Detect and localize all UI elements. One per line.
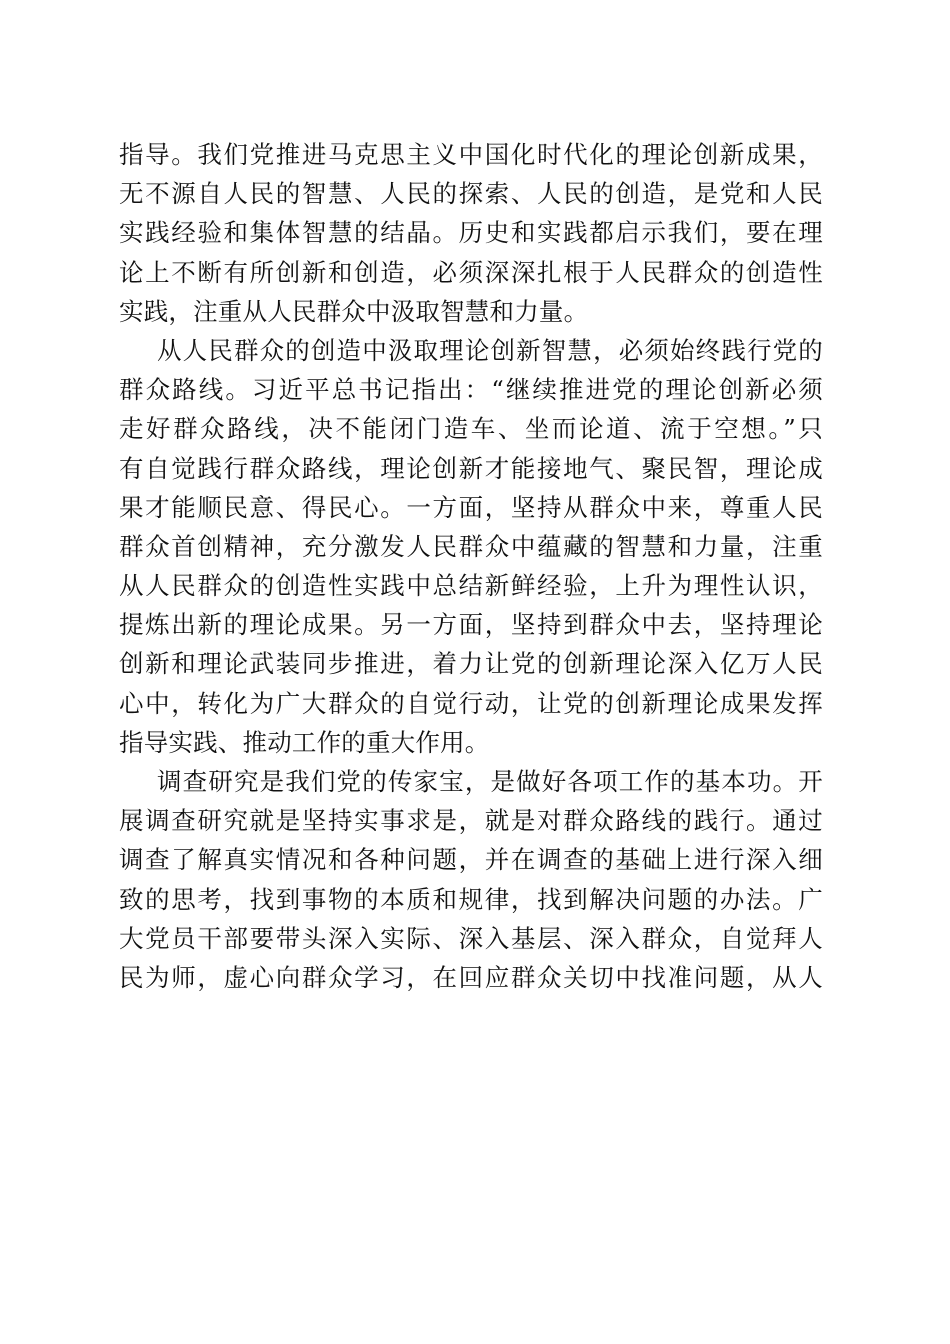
text-line: 走好群众路线，决不能闭门造车、坐而论道、流于空想。”只 — [119, 414, 823, 444]
text-line: 从人民群众的创造性实践中总结新鲜经验，上升为理性认识， — [119, 571, 823, 601]
paragraph-1 — [119, 135, 823, 331]
document-body — [119, 135, 823, 997]
text-line: 民为师，虚心向群众学习，在回应群众关切中找准问题，从人 — [119, 962, 823, 992]
text-line: 果才能顺民意、得民心。一方面，坚持从群众中来，尊重人民 — [119, 492, 823, 522]
text-line: 论上不断有所创新和创造，必须深深扎根于人民群众的创造性 — [119, 257, 823, 287]
text-line: 提炼出新的理论成果。另一方面，坚持到群众中去，坚持理论 — [119, 610, 823, 640]
text-line: 调查了解真实情况和各种问题，并在调查的基础上进行深入细 — [119, 845, 823, 875]
text-line: 指导实践、推动工作的重大作用。 — [119, 727, 490, 757]
text-line: 展调查研究就是坚持实事求是，就是对群众路线的践行。通过 — [119, 806, 823, 836]
text-line: 指导。我们党推进马克思主义中国化时代化的理论创新成果， — [119, 140, 823, 169]
paragraph-2 — [119, 331, 823, 762]
paragraph-3 — [119, 762, 823, 997]
text-line: 致的思考，找到事物的本质和规律，找到解决问题的办法。广 — [119, 884, 823, 914]
text-line: 从人民群众的创造中汲取理论创新智慧，必须始终践行党的 — [157, 335, 823, 365]
text-line: 创新和理论武装同步推进，着力让党的创新理论深入亿万人民 — [119, 649, 823, 679]
text-line: 群众首创精神，充分激发人民群众中蕴藏的智慧和力量，注重 — [119, 531, 823, 561]
text-line: 有自觉践行群众路线，理论创新才能接地气、聚民智，理论成 — [119, 453, 823, 483]
text-line: 实践，注重从人民群众中汲取智慧和力量。 — [119, 296, 589, 326]
text-line: 群众路线。习近平总书记指出：“继续推进党的理论创新必须 — [119, 375, 823, 405]
text-line: 调查研究是我们党的传家宝，是做好各项工作的基本功。开 — [157, 767, 823, 796]
text-line: 实践经验和集体智慧的结晶。历史和实践都启示我们，要在理 — [119, 218, 823, 248]
text-line: 无不源自人民的智慧、人民的探索、人民的创造，是党和人民 — [119, 179, 823, 209]
text-line: 大党员干部要带头深入实际、深入基层、深入群众，自觉拜人 — [119, 923, 823, 953]
text-line: 心中，转化为广大群众的自觉行动，让党的创新理论成果发挥 — [119, 688, 823, 718]
